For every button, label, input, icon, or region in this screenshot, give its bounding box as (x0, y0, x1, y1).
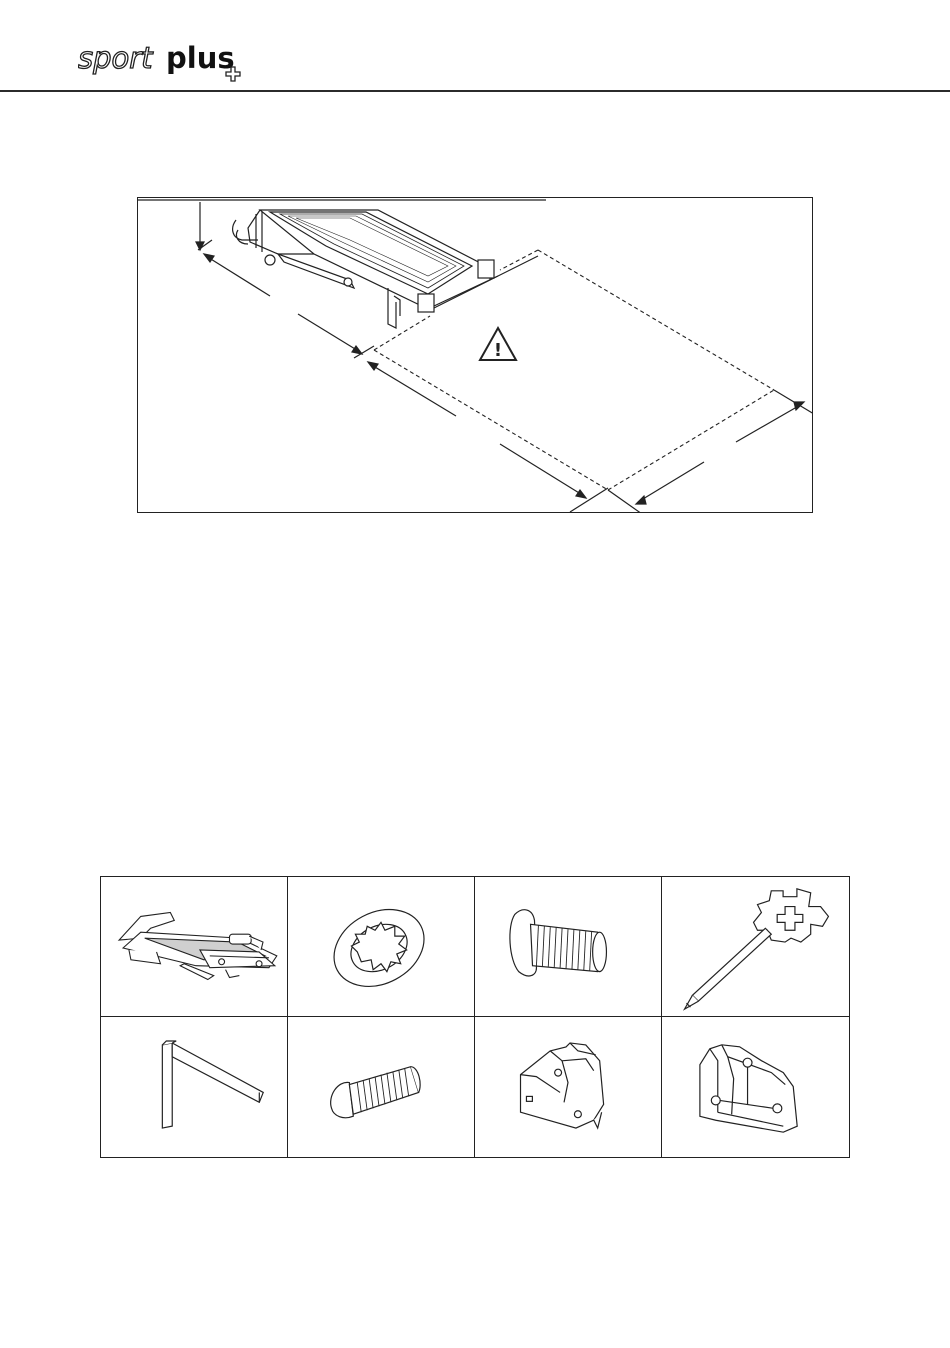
part-cell-treadmill (101, 877, 288, 1017)
part-cell-screw (288, 1017, 475, 1157)
behind-dimension-arrow (368, 362, 608, 512)
screw-icon (288, 1017, 474, 1157)
page-header (0, 0, 950, 92)
right-cover-cap-icon (662, 1017, 849, 1157)
width-dimension-arrow (608, 390, 813, 513)
sportplus-logo (78, 38, 248, 84)
svg-text:sport: sport (78, 41, 153, 75)
part-cell-lock-washer (288, 877, 475, 1017)
part-cell-right-cover (662, 1017, 849, 1157)
part-cell-left-cover (475, 1017, 662, 1157)
treadmill-drawing (233, 210, 538, 328)
header-divider (0, 90, 950, 92)
part-cell-multi-tool (662, 877, 849, 1017)
multi-tool-wrench-icon (662, 877, 849, 1016)
parts-list-table (100, 876, 850, 1158)
allen-key-icon (101, 1017, 287, 1157)
part-cell-bolt (475, 877, 662, 1017)
treadmill-icon (101, 877, 287, 1016)
left-cover-cap-icon (475, 1017, 661, 1157)
lock-washer-icon (288, 877, 474, 1016)
bolt-icon (475, 877, 661, 1016)
clearance-diagram (137, 197, 813, 513)
part-cell-allen-key (101, 1017, 288, 1157)
svg-text:plus: plus (166, 41, 235, 75)
warning-symbol: ! (493, 340, 503, 361)
